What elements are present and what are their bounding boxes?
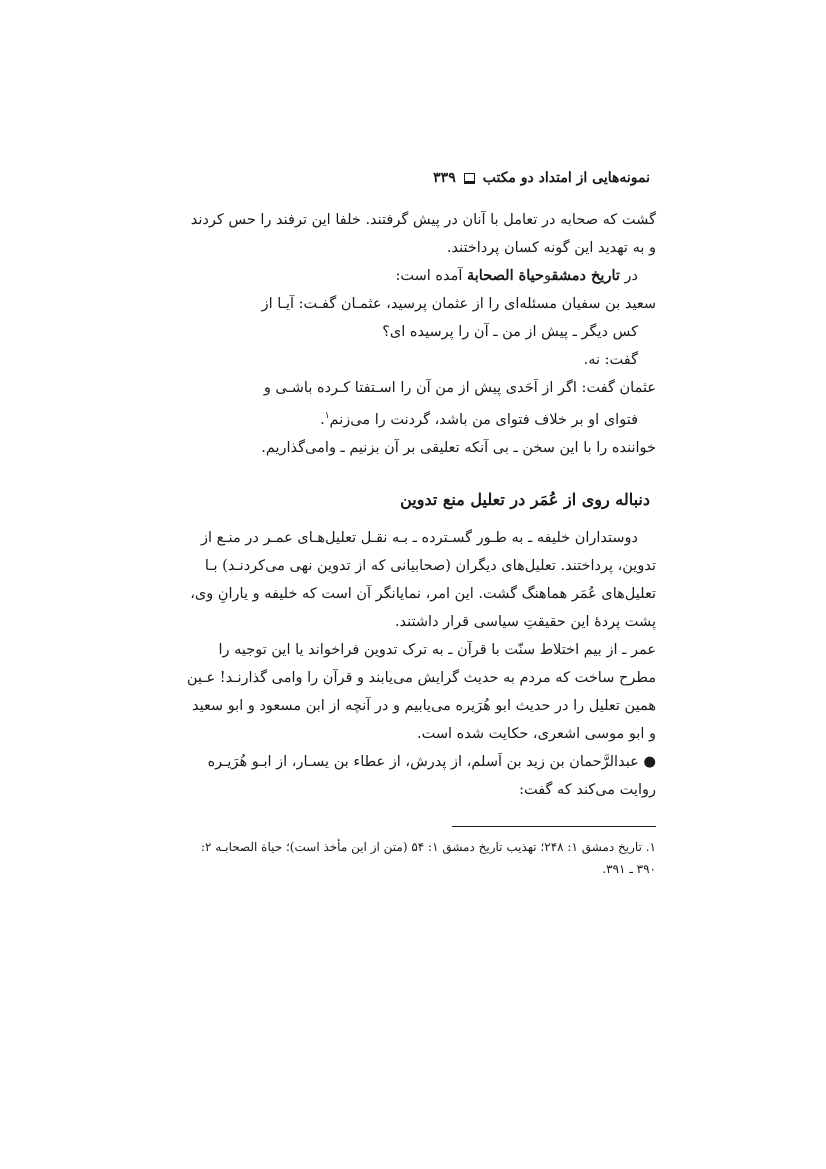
body-line: تدوین، پرداختند. تعلیل‌های دیگران (صحابیانی که از تدوین نهی می‌کردنـد) بـا (204, 558, 656, 574)
body-line: تعلیل‌های عُمَر هماهنگ گشت. این امر، نمایانگر آن است که خلیفه و یارانِ وی، (190, 586, 656, 602)
section-heading: دنباله روی از عُمَر در تعلیل منع تدوین (400, 490, 650, 509)
header-box-ornament-icon (464, 173, 475, 184)
running-header (170, 170, 650, 186)
quote-line: سعید بن سفیان مسئله‌ای را از عثمان پرسید، عثمـان گفـت: آیـا از (261, 296, 656, 312)
body-line: روایت می‌کند که گفت: (519, 782, 656, 798)
body-line: عمر ـ از بیم اختلاط سنّت با قرآن ـ به ترک تدوین فراخواند یا این توجیه را (218, 642, 656, 658)
quote-line: عثمان گفت: اگر از اَحَدی پیش از من آن را اسـتفتا کـرده باشـی و (263, 380, 656, 396)
body-line: دوستداران خلیفه ـ به طـور گسـترده ـ بـه نقـل تعلیل‌هـای عمـر در منـع از (201, 530, 638, 546)
footnote-line: ۱. تاریخ دمشق ۱: ۲۴۸؛ تهذیب تاریخ دمشق ۱: ۵۴ (متن از این مأخذ است)؛ حیاة الصحابـه ۲: (200, 840, 656, 854)
quote-line: فتوای او بر خلاف فتوای من باشد، گردنت را می‌زنم$^۱$. (320, 411, 638, 428)
body-line: و به تهدید این گونه کسان پرداختند. (446, 240, 656, 256)
body-line: گشت که صحابه در تعامل با آنان در پیش گرفتند. خلفا این ترفند را حس کردند (190, 212, 656, 228)
book-title: حیاة الصحابة (467, 267, 545, 284)
body-line: و ابو موسی اشعری، حکایت شده است. (417, 726, 656, 742)
closing-line: خواننده را با این سخن ـ بی آنکه تعلیقی بر آن بزنیم ـ وامی‌گذاریم. (261, 439, 656, 456)
text-block-bottom (176, 524, 656, 804)
body-line: همین تعلیل را در حدیث ابو هُرَیره می‌یابیم و در آنچه از ابن مسعود و ابو سعید (191, 698, 656, 714)
source-intro: در تاریخ دمشقوحیاة الصحابة آمده است: (395, 267, 638, 284)
footnote-divider (452, 826, 656, 827)
book-title: تاریخ دمشق (551, 267, 620, 284)
body-line: ● عبدالرَّحمان بن زید بن اَسلم، از پدرش، از عطاء بن یسـار، از ابـو هُرَیـره (207, 754, 656, 770)
footnote-marker: ۱ (324, 411, 330, 421)
body-line: پشت پردهٔ این حقیقتِ سیاسی قرار داشتند. (394, 614, 656, 630)
page-number: ۳۳۹ (433, 170, 456, 186)
footnote (176, 836, 656, 880)
text-block-top (176, 206, 656, 462)
footnote-line: ۳۹۰ ـ ۳۹۱. (602, 862, 656, 876)
quote-line: گفت: نه. (583, 352, 638, 368)
quote-line: کس دیگر ـ پیش از من ـ آن را پرسیده ای؟ (382, 324, 638, 340)
body-line: مطرح ساخت که مردم به حدیث گرایش می‌یابند و قرآن را وامی گذارنـد! عـین (186, 670, 656, 686)
running-title: نمونه‌هایی از امتداد دو مکتب (482, 170, 650, 186)
